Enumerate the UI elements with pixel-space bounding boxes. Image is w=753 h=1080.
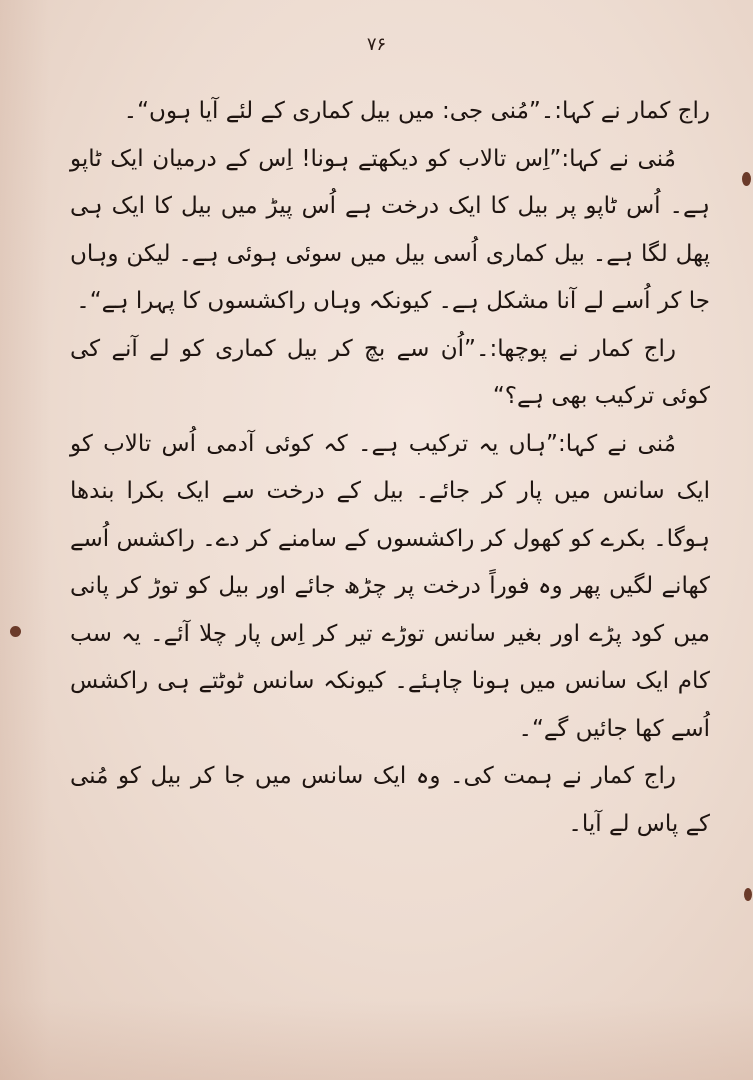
paragraph: راج کمار نے کہا:۔”مُنی جی: میں بیل کماری کے لئے آیا ہوں“۔ xyxy=(123,98,710,124)
page-bottom-stain xyxy=(0,1000,753,1080)
page-number: ۷۶ xyxy=(366,34,387,55)
ink-spot xyxy=(742,172,751,186)
body-text xyxy=(70,88,710,848)
paragraph: راج کمار نے ہمت کی۔ وہ ایک سانس میں جا کر بیل کو مُنی کے پاس لے آیا۔ xyxy=(70,763,710,837)
ink-spot xyxy=(744,888,752,901)
ink-spot xyxy=(10,626,21,637)
paragraph: مُنی نے کہا:”اِس تالاب کو دیکھتے ہونا! اِس کے درمیان ایک ٹاپو ہے۔ اُس ٹاپو پر بیل کا ایک درخت ہے اُس پیڑ میں بیل کا ایک ہی پھل لگا ہے۔ بیل کماری اُسی بیل میں سوئی ہوئی ہے۔ لیکن وہاں جا کر اُسے لے آنا مشکل ہے۔ کیونکہ وہاں راکشسوں کا پہرا ہے“۔ xyxy=(70,145,710,314)
paragraph: مُنی نے کہا:”ہاں یہ ترکیب ہے۔ کہ کوئی آدمی اُس تالاب کو ایک سانس میں پار کر جائے۔ بیل کے درخت سے ایک بکرا بندھا ہوگا۔ بکرے کو کھول کر راکشسوں کے سامنے کر دے۔ راکشس اُسے کھانے لگیں پھر وہ فوراً درخت پر چڑھ جائے اور بیل کو توڑ کر پانی میں کود پڑے اور بغیر سانس توڑے تیر کر اِس پار چلا آئے۔ یہ سب کام ایک سانس میں ہونا چاہئے۔ کیونکہ سانس ٹوٹتے ہی راکشس اُسے کھا جائیں گے“۔ xyxy=(70,430,710,742)
page-edge-stain xyxy=(0,0,50,1080)
paragraph: راج کمار نے پوچھا:۔”اُن سے بچ کر بیل کماری کو لے آنے کی کوئی ترکیب بھی ہے؟“ xyxy=(70,335,710,409)
